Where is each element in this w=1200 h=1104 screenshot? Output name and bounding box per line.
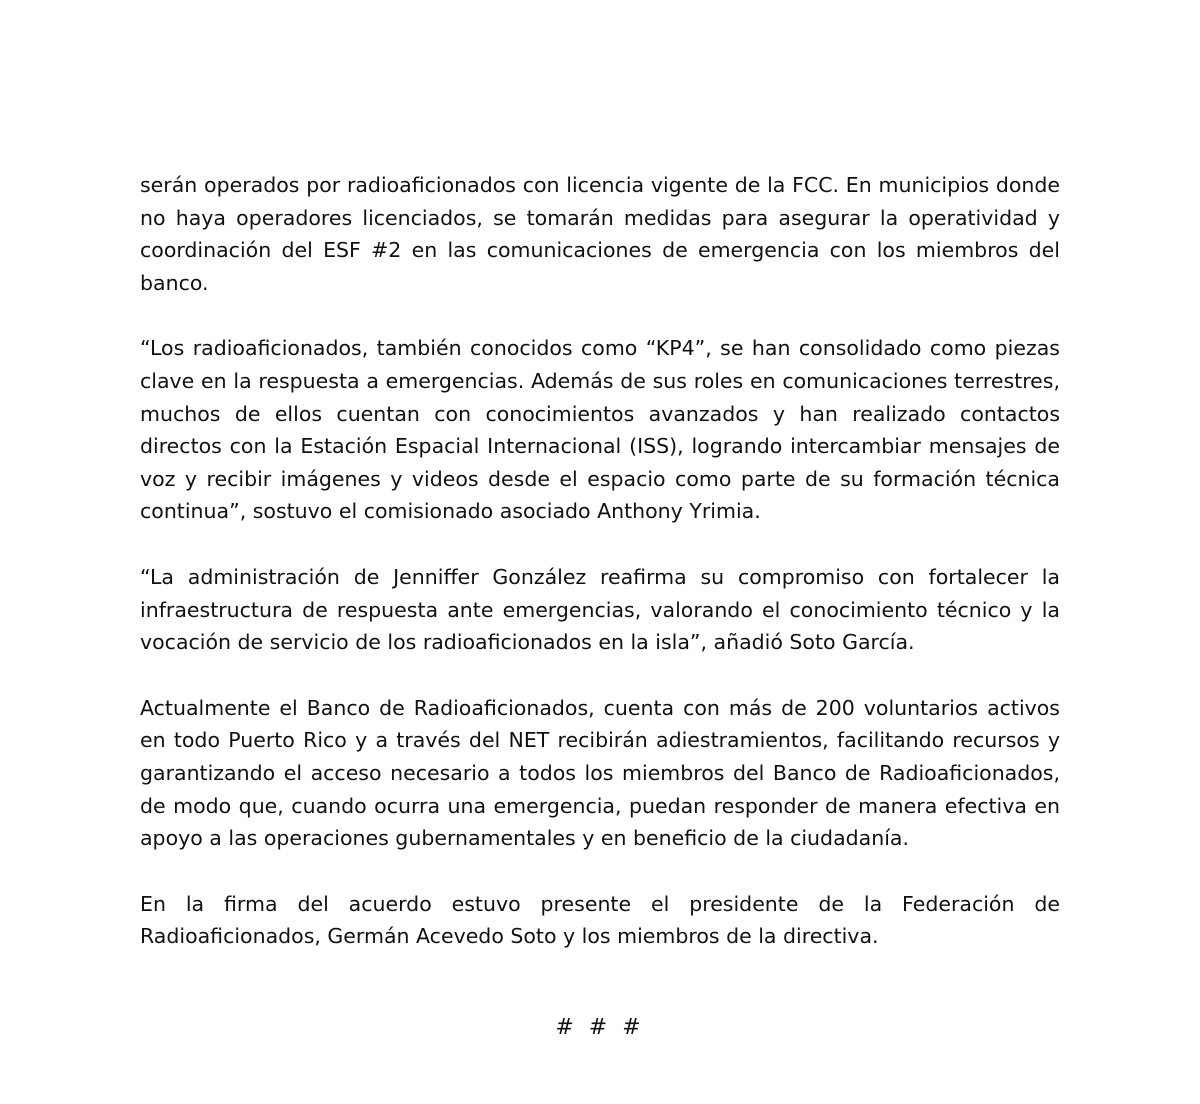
document-body	[140, 169, 1060, 953]
paragraph-continuation: serán operados por radioaficionados con licencia vigente de la FCC. En municipios donde no haya operadores licenciados, se tomarán medidas para asegurar la operatividad y coordinación del ESF #2 en las comunicaciones de emergencia con los miembros del banco.	[140, 173, 1060, 295]
paragraph-banco-radioaficionados: Actualmente el Banco de Radioaficionados, cuenta con más de 200 voluntarios activos en todo Puerto Rico y a través del NET recibirán adiestramientos, facilitando recursos y garantizando el acceso necesario a todos los miembros del Banco de Radioaficionados, de modo que, cuando ocurra una emergencia, puedan responder de manera efectiva en apoyo a las operaciones gubernamentales y en beneficio de la ciudadanía.	[140, 695, 1060, 851]
paragraph-firma-acuerdo: En la firma del acuerdo estuvo presente el presidente de la Federación de Radioaficionados, Germán Acevedo Soto y los miembros de la directiva.	[140, 891, 1060, 949]
paragraph-quote-yrimia: “Los radioaficionados, también conocidos como “KP4”, se han consolidado como piezas clave en la respuesta a emergencias. Además de sus roles en comunicaciones terrestres, muchos de ellos cuentan con conocimientos avanzados y han realizado contactos directos con la Estación Espacial Internacional (ISS), logrando intercambiar mensajes de voz y recibir imágenes y videos desde el espacio como parte de su formación técnica continua”, sostuvo el comisionado asociado Anthony Yrimia.	[140, 336, 1060, 524]
end-of-release-mark: # # #	[555, 1015, 645, 1040]
paragraph-quote-soto-garcia: “La administración de Jenniffer González reafirma su compromiso con fortalecer la infraestructura de respuesta ante emergencias, valorando el conocimiento técnico y la vocación de servicio de los radioaficionados en la isla”, añadió Soto García.	[140, 564, 1060, 655]
